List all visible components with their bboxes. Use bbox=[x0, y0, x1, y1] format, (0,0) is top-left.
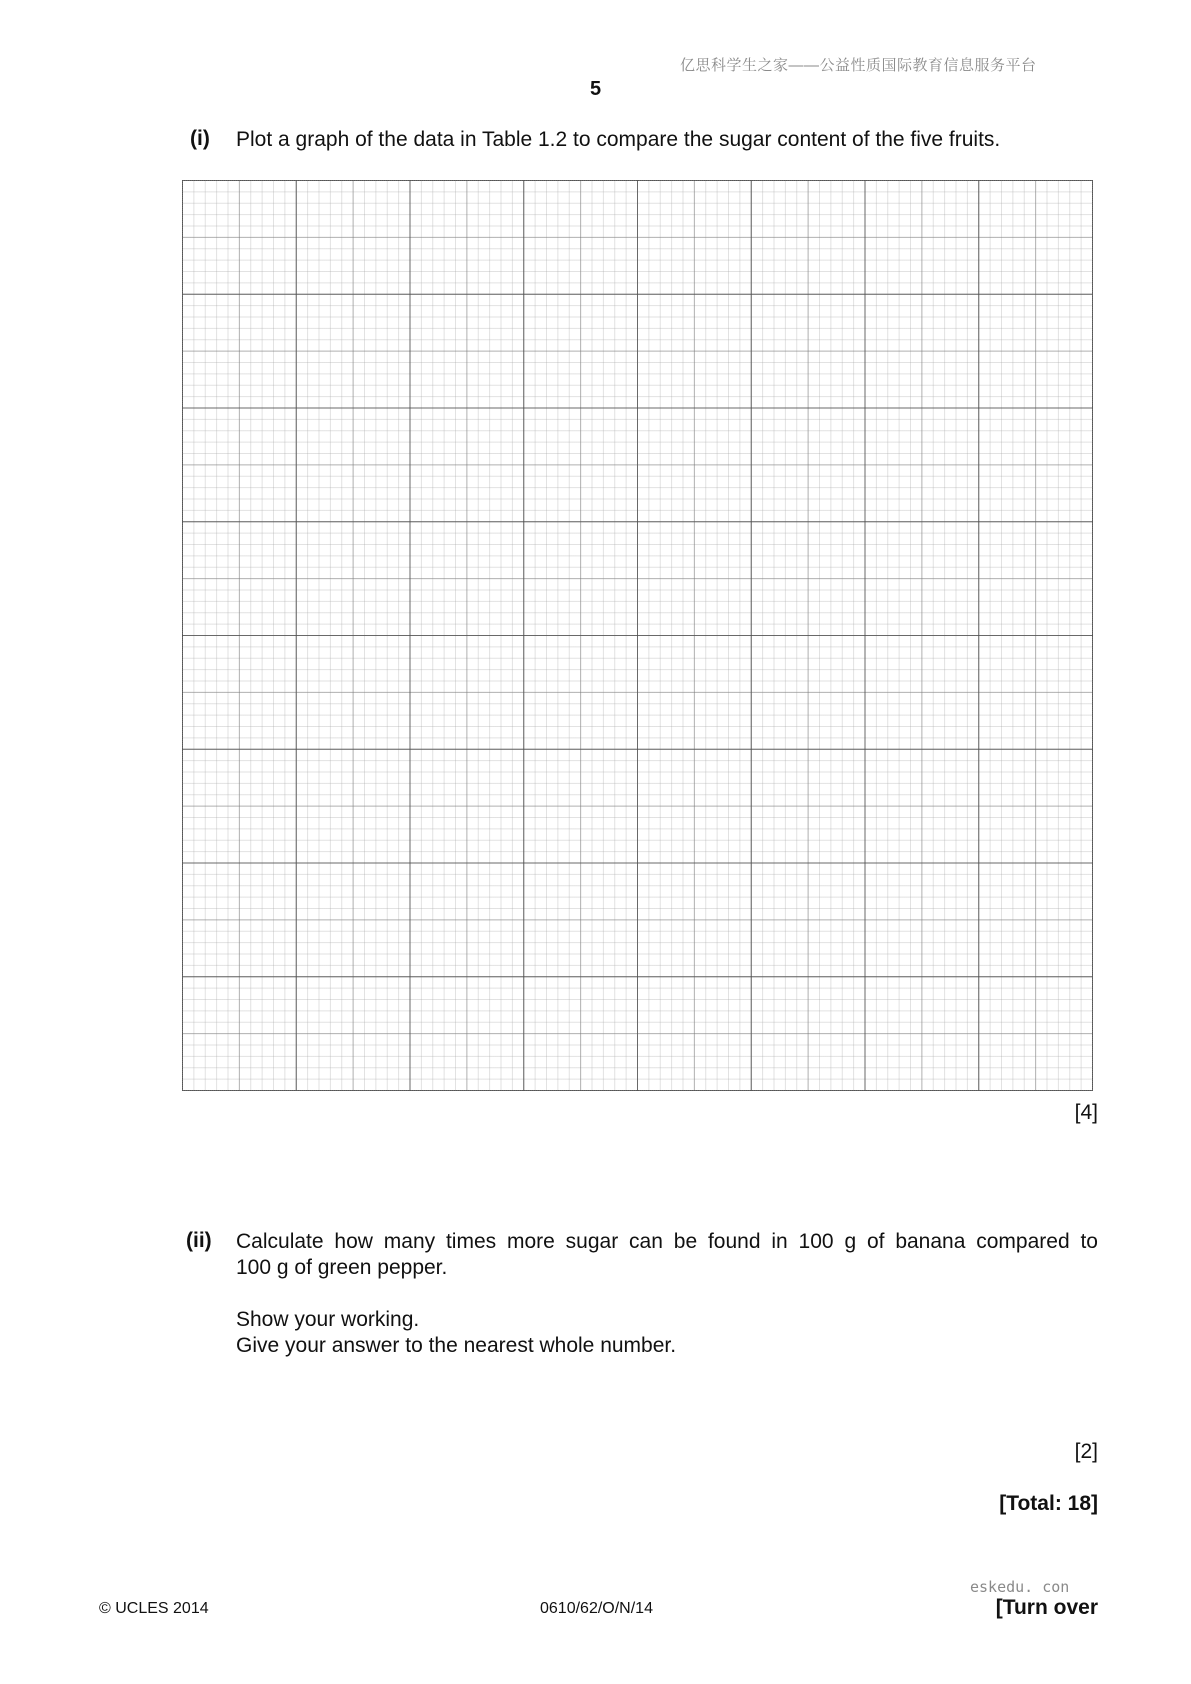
part-ii-instruction-working: Show your working. bbox=[236, 1308, 420, 1331]
part-ii-question-line2: 100 g of green pepper. bbox=[236, 1256, 448, 1279]
part-ii-question-line1: Calculate how many times more sugar can be found in 100 g of banana compared to bbox=[236, 1230, 1098, 1253]
part-ii-instruction-rounding: Give your answer to the nearest whole number. bbox=[236, 1334, 677, 1357]
page-number: 5 bbox=[589, 78, 602, 100]
footer-copyright: © UCLES 2014 bbox=[99, 1600, 209, 1617]
header-watermark: 亿思科学生之家——公益性质国际教育信息服务平台 bbox=[680, 57, 1037, 74]
footer-watermark: eskedu. con bbox=[970, 1578, 1070, 1596]
graph-paper-grid[interactable] bbox=[182, 180, 1093, 1091]
part-i-question: Plot a graph of the data in Table 1.2 to compare the sugar content of the five fruits. bbox=[236, 128, 1001, 151]
total-marks: [Total: 18] bbox=[999, 1492, 1098, 1515]
footer-paper-code: 0610/62/O/N/14 bbox=[540, 1600, 653, 1617]
part-ii-label: (ii) bbox=[186, 1229, 212, 1252]
part-i-label: (i) bbox=[190, 127, 210, 150]
part-ii-marks: [2] bbox=[1074, 1440, 1098, 1463]
part-i-marks: [4] bbox=[1074, 1101, 1098, 1124]
turn-over-label: [Turn over bbox=[995, 1596, 1098, 1619]
